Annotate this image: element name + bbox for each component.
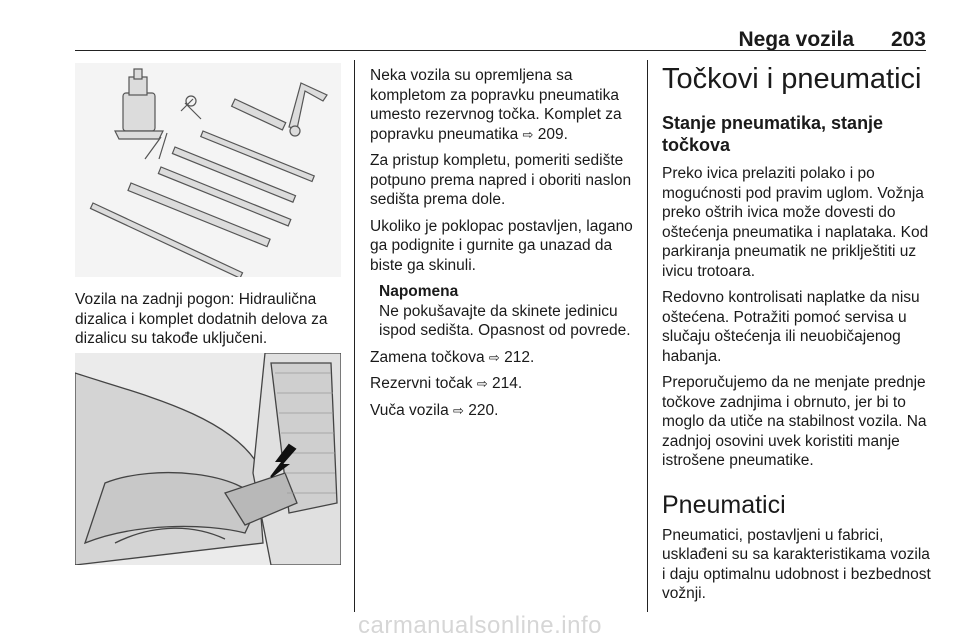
arrow-ref-icon: ⇨ [476, 376, 488, 391]
seat-illustration [75, 353, 341, 565]
kit-paragraph-ref: 209. [537, 125, 568, 143]
section-title: Točkovi i pneumatici [662, 63, 922, 95]
ref-spare-wheel [370, 374, 638, 394]
ref-wheel-change [370, 348, 638, 368]
ref-page: 214. [492, 375, 523, 392]
rotation-paragraph: Preporučujemo da ne menjate prednje točkove zadnjima i obrnuto, jer bi to moglo da utiče na stabilnost vozila. Na zadnjoj osovini uvek koristiti manje istrošene pneumatike. [662, 374, 927, 469]
note-heading: Napomena [379, 283, 459, 300]
kit-paragraph [370, 66, 638, 144]
seat-figure [75, 353, 341, 565]
page-number: 203 [890, 28, 926, 51]
middle-column [370, 66, 638, 427]
tyres-section-title: Pneumatici [662, 490, 786, 519]
rims-paragraph: Redovno kontrolisati naplatke da nisu oštećena. Potražiti pomoć servisa u slučaju oštećenja ili neuobičajenog habanja. [662, 289, 920, 365]
ref-label: Rezervni točak [370, 375, 473, 392]
ref-page: 220. [468, 401, 499, 419]
ref-label: Vuča vozila [370, 401, 449, 419]
left-column [75, 290, 345, 356]
subsection-title: Stanje pneumatika, stanje točkova [662, 113, 884, 155]
column-divider-left [354, 60, 355, 612]
header-rule [75, 50, 926, 51]
header-title: Nega vozila [738, 28, 854, 51]
right-column [662, 62, 932, 611]
ref-page: 212. [504, 348, 535, 366]
note-text: Ne pokušavajte da skinete jedinicu ispod sedišta. Opasnost od povrede. [379, 302, 631, 339]
ref-label: Zamena točkova [370, 348, 485, 366]
kit-paragraph-text: Neka vozila su opremljena sa kompletom za popravku pneumatika umesto rezervnog točka. Komplet za popravku pneumatika [370, 67, 622, 143]
watermark: carmanualsonline.info [358, 612, 602, 639]
tool-kit-illustration [75, 63, 341, 277]
arrow-ref-icon: ⇨ [453, 402, 464, 418]
tool-kit-figure [75, 63, 341, 277]
cover-paragraph: Ukoliko je poklopac postavljen, lagano ga podignite i gurnite ga unazad da biste ga skinuli. [370, 217, 633, 274]
page-header [75, 0, 926, 50]
arrow-ref-icon: ⇨ [522, 126, 534, 142]
note-box [370, 282, 638, 341]
arrow-ref-icon: ⇨ [488, 349, 500, 365]
access-paragraph: Za pristup kompletu, pomeriti sedište potpuno prema napred i oboriti naslon sedišta prema dole. [370, 152, 632, 208]
edges-paragraph: Preko ivica prelaziti polako i po mogućnosti pod pravim uglom. Vožnja preko oštrih ivica može dovesti do oštećenja pneumatika i naplataka. Kod parkiranja pneumatik ne priklještiti uz ivicu trotoara. [662, 165, 929, 280]
figure-caption: Vozila na zadnji pogon: Hidraulična dizalica i komplet dodatnih delova za dizalicu su takođe uključeni. [75, 291, 328, 347]
tyres-paragraph: Pneumatici, postavljeni u fabrici, usklađeni su sa karakteristikama vozila i daju optimalnu udobnost i bezbednost vožnji. [662, 526, 931, 602]
column-divider-right [647, 60, 648, 612]
ref-towing [370, 401, 638, 421]
